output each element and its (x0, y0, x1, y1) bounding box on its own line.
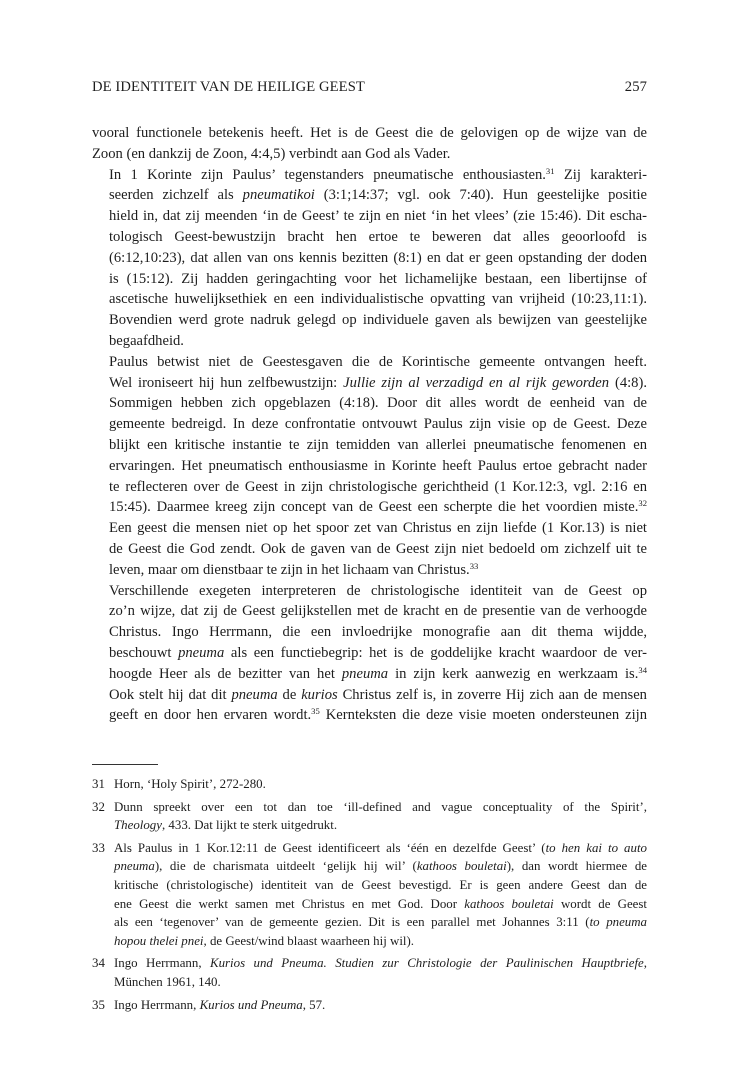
text-line: Ook stelt hij dat dit pneuma de kurios Christus zelf is, in zoverre Hij zich aan de mensen (109, 686, 647, 703)
footnote-line: München 1961, 140. (114, 974, 221, 989)
footnote-ref-35[interactable]: 35 (311, 706, 320, 717)
text-line: gemeente bedreigd. In deze confrontatie ontvouwt Paulus zijn visie op de Geest. Deze (109, 416, 647, 433)
text-line: (6:12,10:23), dat allen van ons kennis bezitten (8:1) en dat er geen opstanding der doden (109, 249, 647, 266)
text-line: hield in, dat zij meenden ‘in de Geest’ te zijn en niet ‘in het vlees’ (zie 15:46). Dit escha- (109, 208, 647, 225)
footnote-line: ene Geest die werkt samen met Christus en met God. Door kathoos bouletai wordt de Geest (114, 896, 647, 911)
text-line: beschouwt pneuma als een functiebegrip: het is de goddelijke kracht waardoor de ver- (109, 644, 647, 661)
footnote-number: 35 (92, 997, 105, 1012)
text-line: Zoon (en dankzij de Zoon, 4:4,5) verbindt aan God als Vader. (92, 145, 451, 162)
footnotes (92, 775, 647, 1018)
footnote-line: hopou thelei pnei, de Geest/wind blaast waarheen hij wil). (114, 933, 415, 948)
footnote-line: Theology, 433. Dat lijkt te sterk uitgedrukt. (114, 818, 338, 833)
footnote-ref-31[interactable]: 31 (545, 165, 555, 176)
text-line: blijkt een kritische instantie te zijn temidden van allerlei pneumatische fenomenen en (109, 436, 647, 453)
body-text (92, 123, 647, 726)
paragraph-2 (92, 165, 647, 352)
text-line: tologisch Geest-bewustzijn bracht hen ertoe te beweren dat alles geoorloofd is (109, 228, 647, 245)
text-line: leven, maar om dienstbaar te zijn in het lichaam van Christus.$^{33}$ (109, 560, 479, 578)
text-line: ervaringen. Het pneumatisch enthousiasme in Korinte heeft Paulus ertoe gebracht nader (109, 457, 647, 474)
footnote-33 (92, 839, 647, 951)
paragraph-3 (92, 352, 647, 581)
footnote-35 (92, 996, 647, 1015)
text-line: Verschillende exegeten interpreteren de christologische identiteit van de Geest op (109, 582, 647, 599)
running-head (92, 79, 647, 99)
text-line: seerden zichzelf als pneumatikoi (3:1;14:37; vgl. ook 7:40). Hun geestelijke positie (109, 187, 648, 204)
text-line: Christus. Ingo Herrmann, die een invloedrijke monografie aan dit thema wijdde, (109, 624, 647, 641)
footnote-line: Ingo Herrmann, Kurios und Pneuma. Studien zur Christologie der Paulinischen Hauptbriefe, (114, 956, 647, 971)
footnote-line: pneuma), die de charismata uitdeelt ‘gelijk hij wil’ (kathoos bouletai), dan wordt hiermee de (114, 859, 647, 874)
paragraph-1 (92, 123, 647, 165)
footnote-line: als een ‘tegenover’ van de gemeente gezien. Dit is een parallel met Johannes 3:11 (to pneuma (114, 915, 648, 930)
footnote-line: kritische (christologische) identiteit van de Geest bevestigd. Er is geen andere Geest dan de (114, 877, 647, 892)
text-line: Wel ironiseert hij hun zelfbewustzijn: Jullie zijn al verzadigd en al rijk geworden (4:8). (109, 374, 647, 391)
text-line: 15:45). Daarmee kreeg zijn concept van de Geest een scherpte die het voordien miste.$^{32}$ (109, 498, 647, 516)
footnote-number: 31 (92, 777, 105, 791)
text-line: de Geest die God zendt. Ook de gaven van de Geest zijn niet bedoeld om zichzelf uit te (109, 540, 647, 557)
text-line: begaafdheid. (109, 332, 184, 349)
footnote-ref-33[interactable]: 33 (469, 560, 479, 571)
footnote-line: Ingo Herrmann, Kurios und Pneuma, 57. (114, 997, 326, 1012)
text-line: te reflecteren over de Geest in zijn christologische gerichtheid (1 Kor.12:3, vgl. 2:16 en (109, 478, 647, 495)
text-line: hoogde Heer als de bezitter van het pneuma in zijn kerk aanwezig en werkzaam is.$^{34}$ (109, 664, 647, 682)
text-line: Sommigen hebben zich opgeblazen (4:18). Door dit alles wordt de eenheid van de (109, 395, 647, 412)
text-line: is (15:12). Zij hadden geringachting voor het lichamelijke bestaan, een libertijnse of (109, 270, 647, 287)
footnote-34 (92, 954, 647, 991)
footnote-number: 33 (92, 840, 105, 855)
text-line: Een geest die mensen niet op het spoor zet van Christus en zijn liefde (1 Kor.13) is niet (109, 520, 647, 537)
footnote-number: 34 (92, 956, 105, 971)
paragraph-4 (92, 581, 647, 727)
footnote-line: Dunn spreekt over een tot dan toe ‘ill-defined and vague conceptuality of the Spirit’, (114, 799, 647, 814)
footnote-number: 32 (92, 799, 105, 814)
page-number: 257 (624, 79, 647, 95)
footnote-32 (92, 798, 647, 835)
text-line: In 1 Korinte zijn Paulus’ tegenstanders pneumatische enthousiasten.$^{31}$ Zij karakteri- (109, 165, 647, 183)
text-line: Paulus betwist niet de Geestesgaven die de Korintische gemeente ontvangen heeft. (109, 353, 647, 370)
running-head-title: DE IDENTITEIT VAN DE HEILIGE GEEST (92, 79, 365, 95)
text-line: vooral functionele betekenis heeft. Het is de Geest die de gelovigen op de wijze van de (92, 125, 647, 141)
footnote-ref-32[interactable]: 32 (638, 498, 647, 509)
footnote-separator (92, 764, 158, 765)
footnote-text: Horn, ‘Holy Spirit’, 272-280. (114, 777, 266, 791)
text-line: Bovendien werd grote nadruk gelegd op individuele gaven als bewijzen van geestelijke (109, 312, 647, 329)
text-line: geeft en door hen ervaren wordt.$^{35}$ Kernteksten die deze visie moeten ondersteunen zijn (109, 706, 647, 724)
text-line: ascetische huwelijksethiek en een individualistische opvatting van vrijheid (10:23,11:1). (109, 291, 647, 308)
text-line: zo’n wijze, dat zij de Geest gelijkstellen met de kracht en de presentie van de verhoogde (109, 603, 647, 620)
footnote-ref-34[interactable]: 34 (638, 664, 647, 675)
footnote-31 (92, 775, 647, 794)
footnote-line: Als Paulus in 1 Kor.12:11 de Geest identificeert als ‘één en dezelfde Geest’ (to hen kai to auto (114, 840, 647, 855)
